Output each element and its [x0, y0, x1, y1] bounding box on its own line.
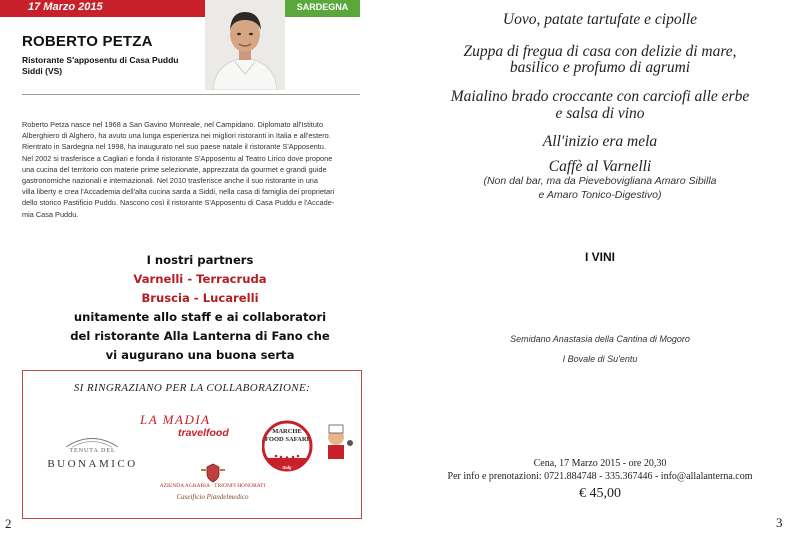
- food-safari-line2: FOOD SAFARI: [264, 436, 310, 443]
- tenuta-logo-name: BUONAMICO: [47, 458, 138, 470]
- menu-dish-1: Uovo, patate tartufate e cipolle: [502, 11, 698, 28]
- azienda-agraria-logo: AZIENDA AGRARIA · TRIONFI HONORATI: [159, 483, 266, 489]
- coat-of-arms-icon: [200, 463, 226, 483]
- tenuta-arch-icon: [62, 434, 122, 448]
- wine-1: Semidano Anastasia della Cantina di Mogoro: [510, 334, 690, 344]
- chef-biography: [22, 119, 364, 220]
- menu-dish-3-line1: Maialino brado croccante con carciofi alle erbe: [450, 88, 750, 105]
- bio-line: mia Casa Puddu.: [22, 209, 79, 219]
- contact-info: Per info e prenotazioni: 0721.884748 - 335.367446 - info@allalanterna.com: [447, 471, 753, 482]
- partners-pair1: Varnelli - Terracruda: [133, 272, 267, 286]
- menu-dish-2-line2: basilico e profumo di agrumi: [509, 59, 691, 76]
- partners-line3: vi augurano una buona serta: [105, 348, 295, 362]
- partners-pair2: Bruscia - Lucarelli: [141, 291, 259, 305]
- event-date: 17 Marzo 2015: [28, 1, 103, 13]
- page-number-left: 2: [5, 516, 12, 531]
- food-safari-line3: Italy: [282, 465, 292, 470]
- la-madia-logo: LA MADIA: [140, 412, 211, 427]
- page-number-right: 3: [776, 515, 783, 530]
- bio-line: una cucina del territorio con materie prime selezionate, apprezzata da gourmet e grandi guide: [22, 164, 327, 174]
- menu-note-line1: (Non dal bar, ma da Pievebovigliana Amaro Sibilla: [483, 175, 717, 187]
- menu-dish-4: All'inizio era mela: [542, 133, 658, 150]
- chef-restaurant-line1: Ristorante S'apposentu di Casa Puddu: [22, 55, 179, 65]
- la-madia-subtitle: travelfood: [178, 427, 229, 439]
- partners-line1: unitamente allo staff e ai collaboratori: [73, 310, 327, 324]
- chef-name: ROBERTO PETZA: [22, 33, 153, 50]
- chef-restaurant-line2: Siddi (VS): [22, 66, 63, 76]
- menu-dish-3-line2: e salsa di vino: [555, 105, 645, 122]
- sponsors-title: SI RINGRAZIANO PER LA COLLABORAZIONE:: [73, 382, 311, 394]
- food-safari-line1: MARCHE: [272, 428, 302, 435]
- partners-line2: del ristorante Alla Lanterna di Fano che: [70, 329, 330, 343]
- tenuta-logo-top: TENUTA DEL: [69, 448, 116, 454]
- wines-title: I VINI: [584, 250, 615, 264]
- bio-line: Rientrato in Sardegna nel 1998, ha inaugurato nel suo paese natale il ristorante S'Apposentu.: [22, 142, 326, 152]
- dinner-date: Cena, 17 Marzo 2015 - ore 20,30: [533, 458, 667, 469]
- menu-dish-5: Caffè al Varnelli: [548, 158, 652, 175]
- chef-restaurant: [22, 55, 178, 77]
- divider: [22, 94, 360, 95]
- bio-line: Nel 2002 si trasferisce a Cagliari e fonda il ristorante S'Apposentu al Teatro Lirico dove propone: [22, 153, 333, 163]
- chef-photo: [205, 0, 285, 90]
- menu-note-line2: e Amaro Tonico-Digestivo): [538, 189, 662, 201]
- partners-heading: I nostri partners: [146, 253, 254, 267]
- bio-line: gastronomiche nazionali e internazionali. Nel 2010 trasferisce anche il suo ristorante in una: [22, 176, 318, 186]
- food-safari-line4: FIVE STARS: [273, 471, 301, 476]
- bio-line: Alberghiero di Alghero, ha avuto una lunga esperienza nei migliori ristoranti in Italia e all'estero.: [22, 131, 331, 141]
- region-label: SARDEGNA: [296, 2, 349, 12]
- caseificio-logo: Caseificio Piandelmedico: [176, 493, 249, 501]
- menu-dish-2-line1: Zuppa di fregua di casa con delizie di mare,: [463, 43, 737, 60]
- price: € 45,00: [579, 486, 621, 501]
- bio-line: villa liberty e crea l'Accademia dell'alta cucina sarda a Siddi, nella casa di famiglia dei proprietari: [22, 187, 335, 197]
- bio-line: Roberto Petza nasce nel 1968 a San Gavino Monreale, nel Campidano. Diplomato all'Istituto: [22, 120, 324, 129]
- bio-line: dello storico Pastificio Puddu. Nascono così il ristorante S'Apposentu di Casa Puddu e l'Accade-: [22, 198, 335, 208]
- wine-2: I Bovale di Su'entu: [562, 354, 638, 364]
